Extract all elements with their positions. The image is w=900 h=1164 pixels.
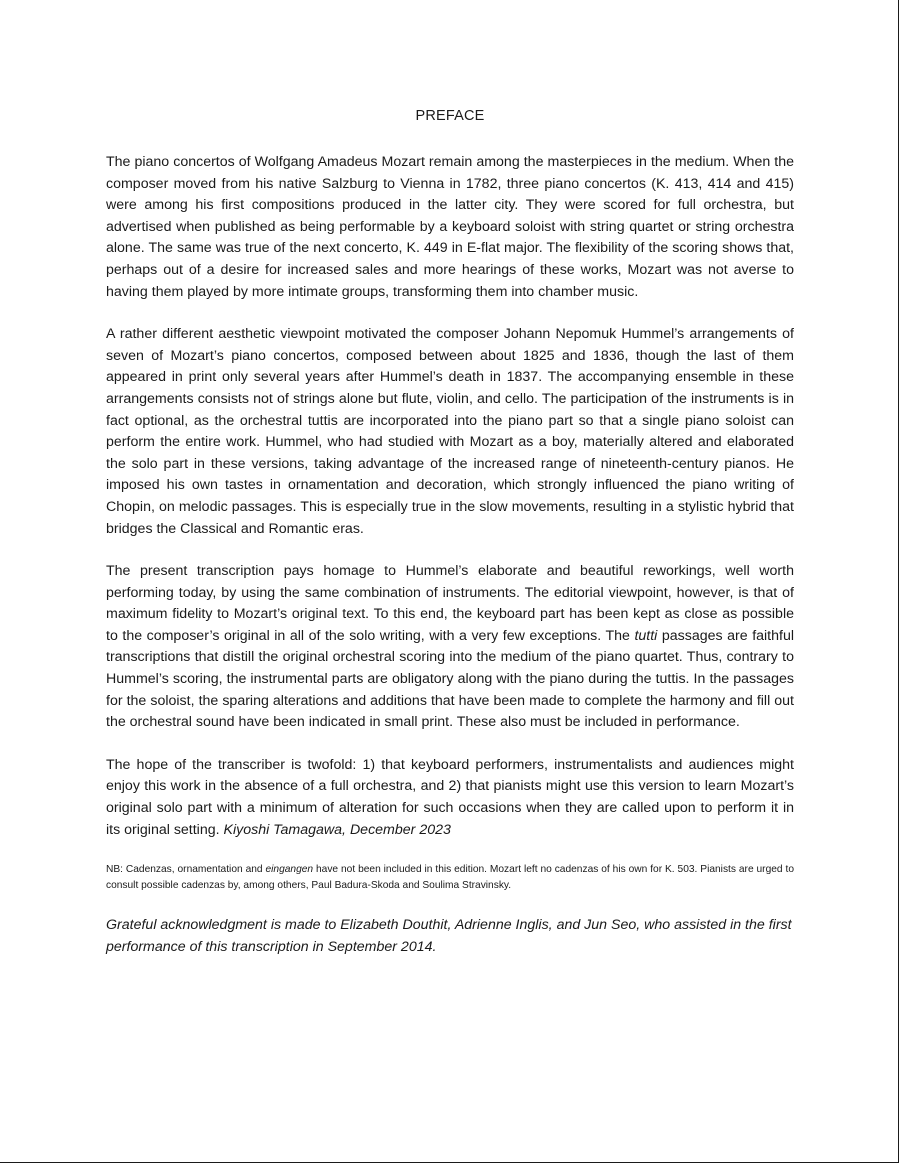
preface-paragraph-3 — [106, 561, 794, 734]
preface-paragraph-4 — [106, 755, 794, 841]
paragraph-text: The present transcription pays homage to Hummel’s elaborate and beautiful reworkings, well worth performing today, by using the same combination of instruments. The editorial viewpoint, however, is that of maximum fidelity to Mozart’s original text. To this end, the keyboard part has been kept as close as possible to the composer’s original in all of the solo writing, with a very few exceptions. The — [106, 563, 794, 644]
acknowledgment: Grateful acknowledgment is made to Elizabeth Douthit, Adrienne Inglis, and Jun Seo, who assisted in the first performance of this transcription in September 2014. — [106, 917, 792, 955]
note-text: NB: Cadenzas, ornamentation and — [106, 864, 266, 876]
document-body — [106, 106, 794, 958]
paragraph-text-continued: passages are faithful transcriptions that distill the original orchestral scoring into the medium of the piano quartet. Thus, contrary to Hummel’s scoring, the instrumental parts are obligatory along with the piano during the tuttis. In the passages for the soloist, the sparing alterations and additions that have been made to complete the harmony and fill out the orchestral sound have been indicated in small print. These also must be included in performance. — [106, 627, 795, 731]
note-text-continued: have not been included in this edition. Mozart left no cadenzas of his own for K. 503. Pianists are urged to consult possible cadenzas by, among others, Paul Badura-Skoda and Soulima Stravinsky. — [106, 864, 794, 892]
preface-paragraph-2 — [106, 324, 794, 540]
editorial-note — [106, 862, 794, 894]
paragraph-text: The piano concertos of Wolfgang Amadeus Mozart remain among the masterpieces in the medium. When the composer moved from his native Salzburg to Vienna in 1782, three piano concertos (K. 413, 414 and 415) were among his first compositions produced in the latter city. They were scored for full orchestra, but advertised when published as being performable by a keyboard soloist with string quartet or string orchestra alone. The same was true of the next concerto, K. 449 in E-flat major. The flexibility of the scoring shows that, perhaps out of a desire for increased sales and more hearings of these works, Mozart was not averse to having them played by more intimate groups, transforming them into chamber music. — [106, 154, 794, 300]
tutti-emphasis: tutti — [634, 627, 658, 644]
author-signature: Kiyoshi Tamagawa, December 2023 — [223, 821, 451, 838]
eingangen-emphasis: eingangen — [265, 864, 314, 876]
paragraph-text: A rather different aesthetic viewpoint motivated the composer Johann Nepomuk Hummel’s arrangements of seven of Mozart’s piano concertos, composed between about 1825 and 1836, though the last of them appeared in print only several years after Hummel’s death in 1837. The accompanying ensemble in these arrangements consists not of strings alone but flute, violin, and cello. The participation of the instruments is in fact optional, as the orchestral tuttis are incorporated into the piano part so that a single piano soloist can perform the entire work. Hummel, who had studied with Mozart as a boy, materially altered and elaborated the solo part in these versions, taking advantage of the increased range of nineteenth-century pianos. He imposed his own tastes in ornamentation and decoration, which strongly influenced the piano writing of Chopin, on melodic passages. This is especially true in the slow movements, resulting in a stylistic hybrid that bridges the Classical and Romantic eras. — [106, 326, 794, 537]
preface-paragraph-1 — [106, 152, 794, 303]
paragraph-text: The hope of the transcriber is twofold: 1) that keyboard performers, instrumentalists and audiences might enjoy this work in the absence of a full orchestra, and 2) that pianists might use this version to learn Mozart’s original solo part with a minimum of alteration for such occasions when they are called upon to perform it in its original setting. — [106, 756, 794, 838]
page-title: PREFACE — [415, 108, 485, 124]
